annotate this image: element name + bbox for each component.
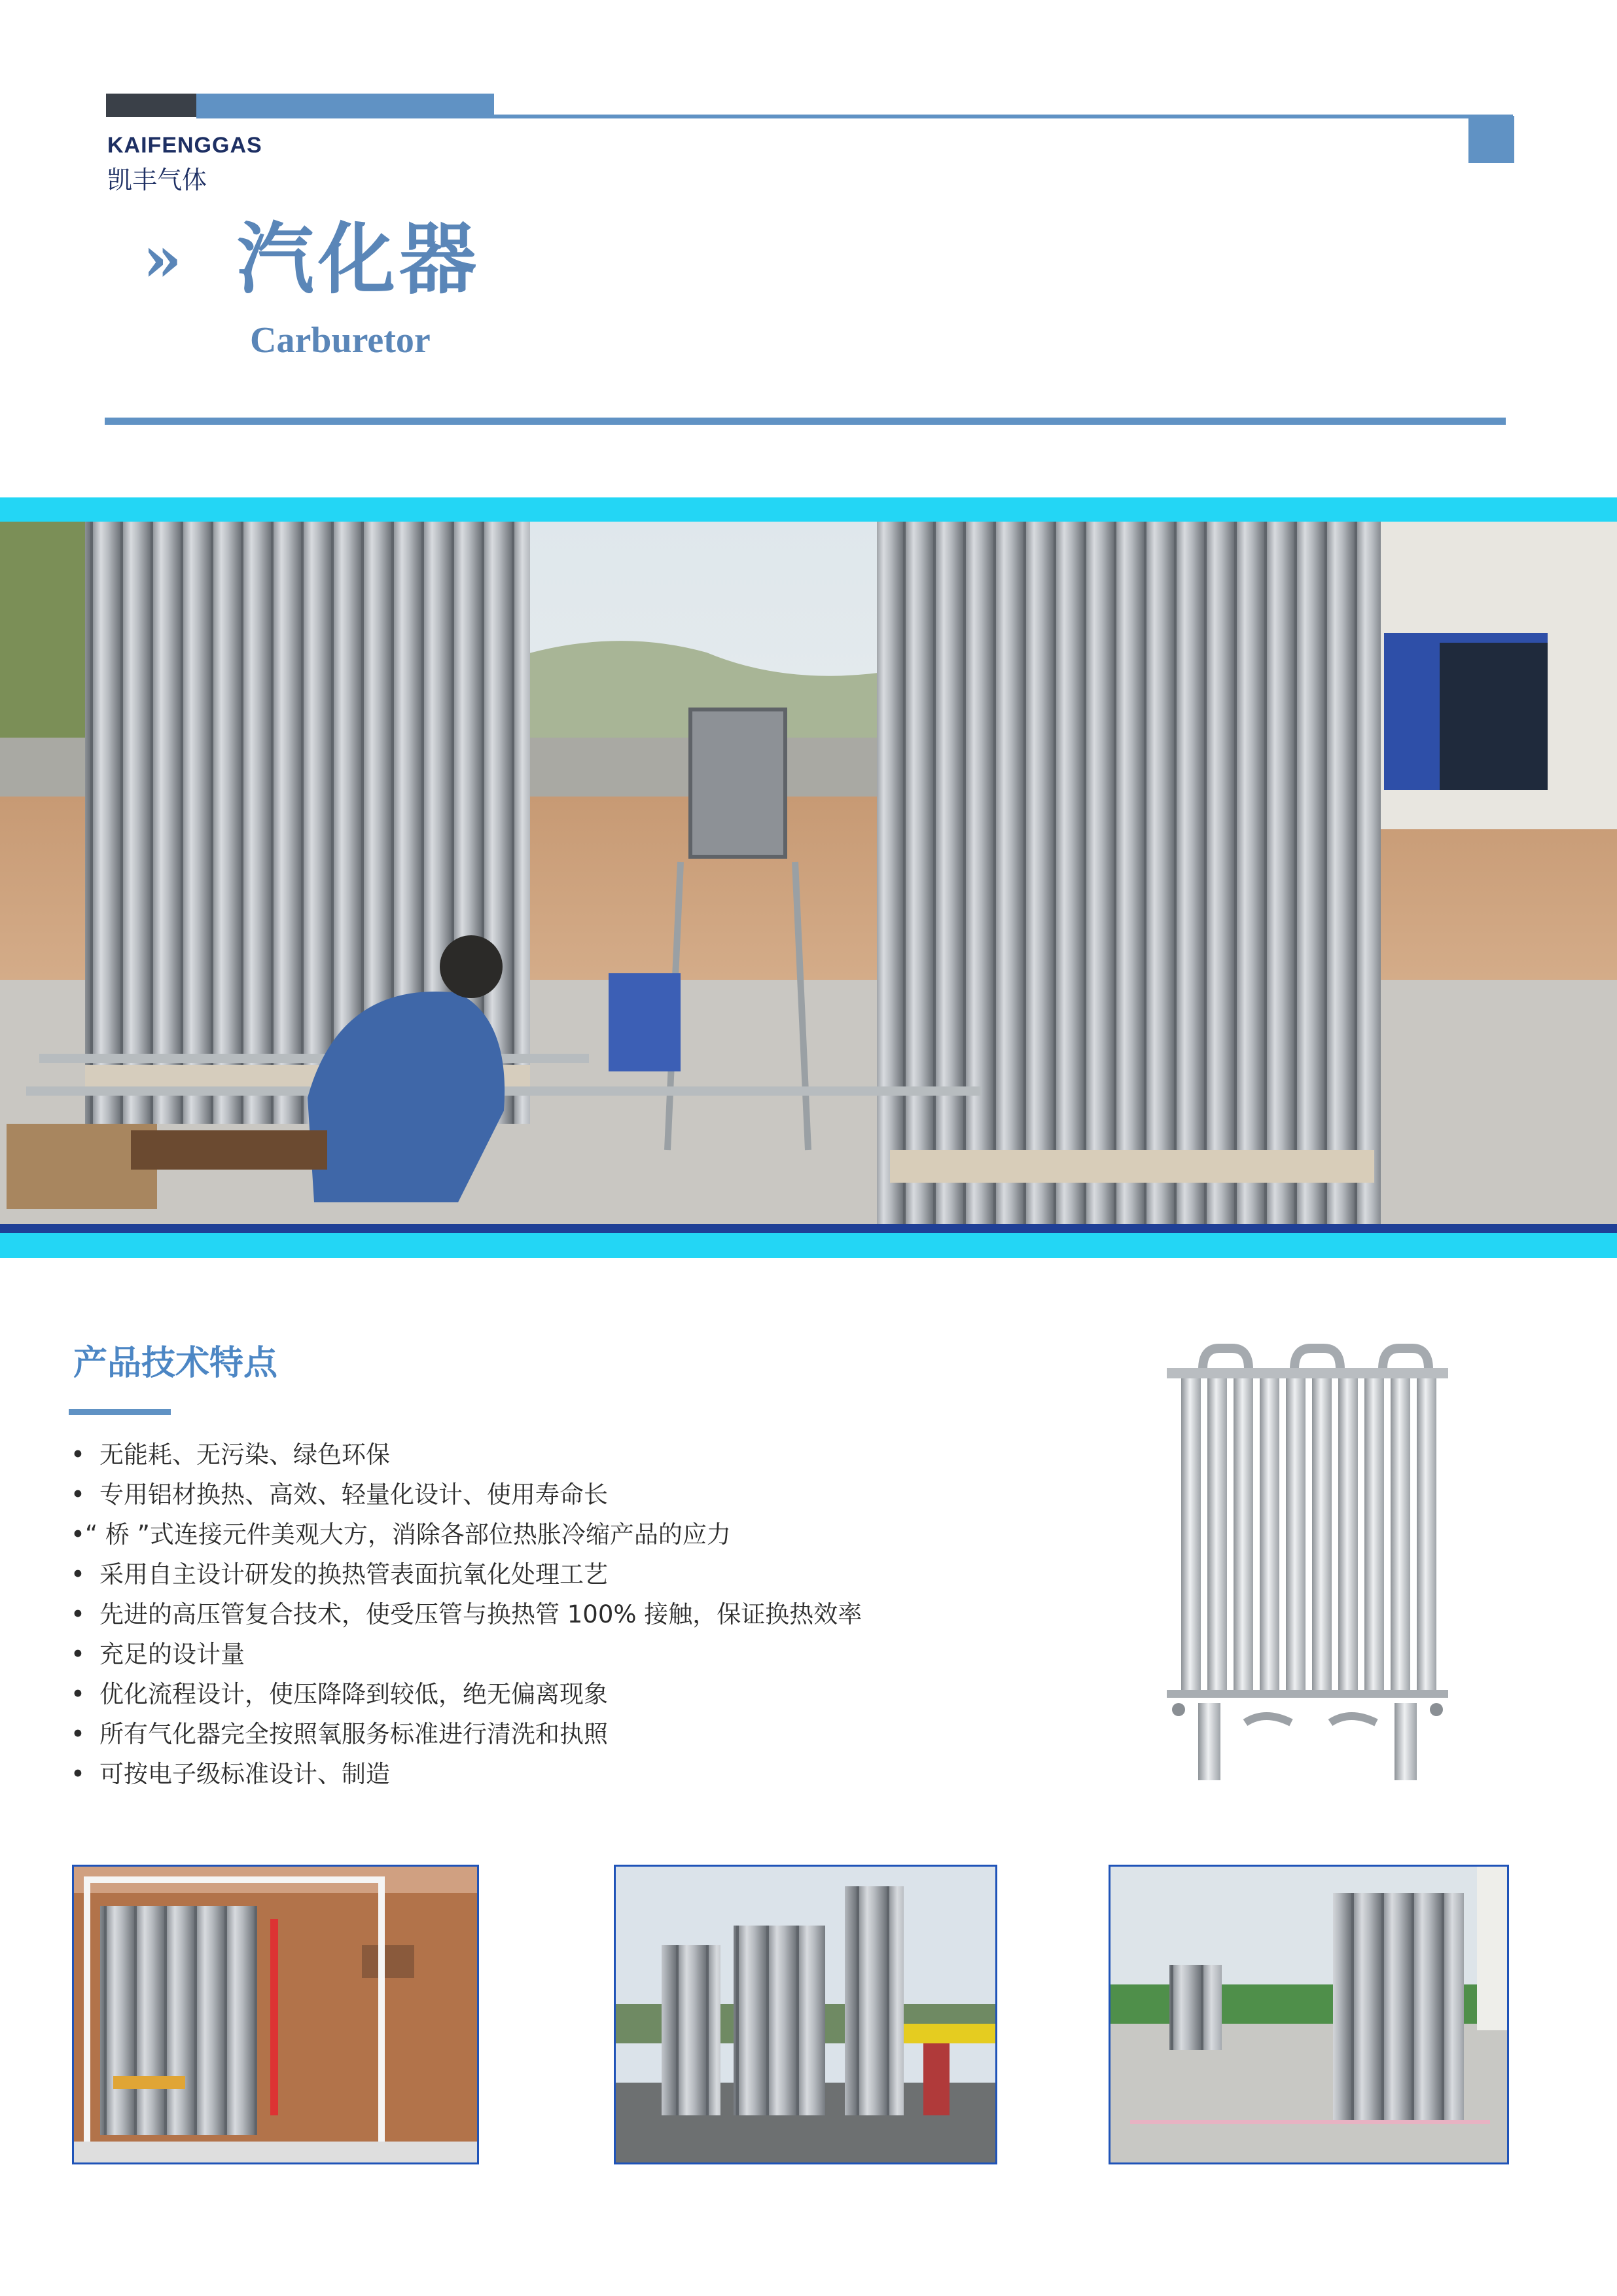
header-bar-dark [106, 94, 196, 117]
header-bar-blue [196, 94, 494, 117]
feature-item [71, 1475, 862, 1515]
feature-text: “ 桥 ”式连接元件美观大方，消除各部位热胀冷缩产品的应力 [85, 1520, 731, 1549]
feature-text: 可按电子级标准设计、制造 [99, 1760, 390, 1788]
feature-item [71, 1554, 862, 1594]
feature-text: 充足的设计量 [99, 1640, 245, 1668]
feature-item [71, 1594, 862, 1634]
feature-item [71, 1714, 862, 1754]
page-title-cn: 汽化器 [237, 213, 481, 304]
bullet-icon: • [71, 1560, 85, 1588]
bullet-icon: • [71, 1760, 85, 1788]
double-chevron-icon: » [143, 222, 182, 296]
bullet-icon: • [71, 1640, 85, 1668]
feature-text: 所有气化器完全按照氧服务标准进行清洗和执照 [99, 1720, 608, 1748]
feature-text: 专用铝材换热、高效、轻量化设计、使用寿命长 [99, 1480, 608, 1509]
bullet-icon: • [71, 1600, 85, 1628]
feature-text: 无能耗、无污染、绿色环保 [99, 1441, 390, 1469]
page-title-en: Carburetor [250, 320, 431, 361]
bullet-icon: • [71, 1480, 85, 1509]
feature-item [71, 1435, 862, 1475]
brand-name-cn: 凯丰气体 [107, 166, 207, 194]
feature-item [71, 1515, 862, 1554]
features-heading: 产品技术特点 [73, 1343, 278, 1383]
feature-text: 先进的高压管复合技术，使受压管与换热管 100% 接触，保证换热效率 [99, 1600, 862, 1628]
header-corner-square [1468, 116, 1514, 163]
banner-photo [0, 522, 1617, 1224]
vaporizer-site-photo [1109, 1865, 1509, 2164]
bullet-icon: • [71, 1680, 85, 1708]
bullet-icon: • [71, 1441, 85, 1469]
feature-item [71, 1634, 862, 1674]
bullet-icon: • [71, 1520, 85, 1549]
bullet-icon: • [71, 1720, 85, 1748]
feature-item [71, 1674, 862, 1714]
brand-name-en: KAIFENGGAS [107, 133, 262, 158]
product-photo [1167, 1343, 1448, 1780]
vaporizer-cluster-photo [614, 1865, 997, 2164]
feature-text: 采用自主设计研发的换热管表面抗氧化处理工艺 [99, 1560, 608, 1588]
feature-list [71, 1435, 862, 1794]
feature-text: 优化流程设计，使压降降到较低，绝无偏离现象 [99, 1680, 608, 1708]
feature-item [71, 1754, 862, 1794]
features-heading-underline [69, 1409, 171, 1415]
banner-bottom-strip [0, 1224, 1617, 1233]
title-divider [105, 418, 1506, 425]
vaporizer-skid-photo [72, 1865, 479, 2164]
header-bar-line [196, 115, 1513, 118]
